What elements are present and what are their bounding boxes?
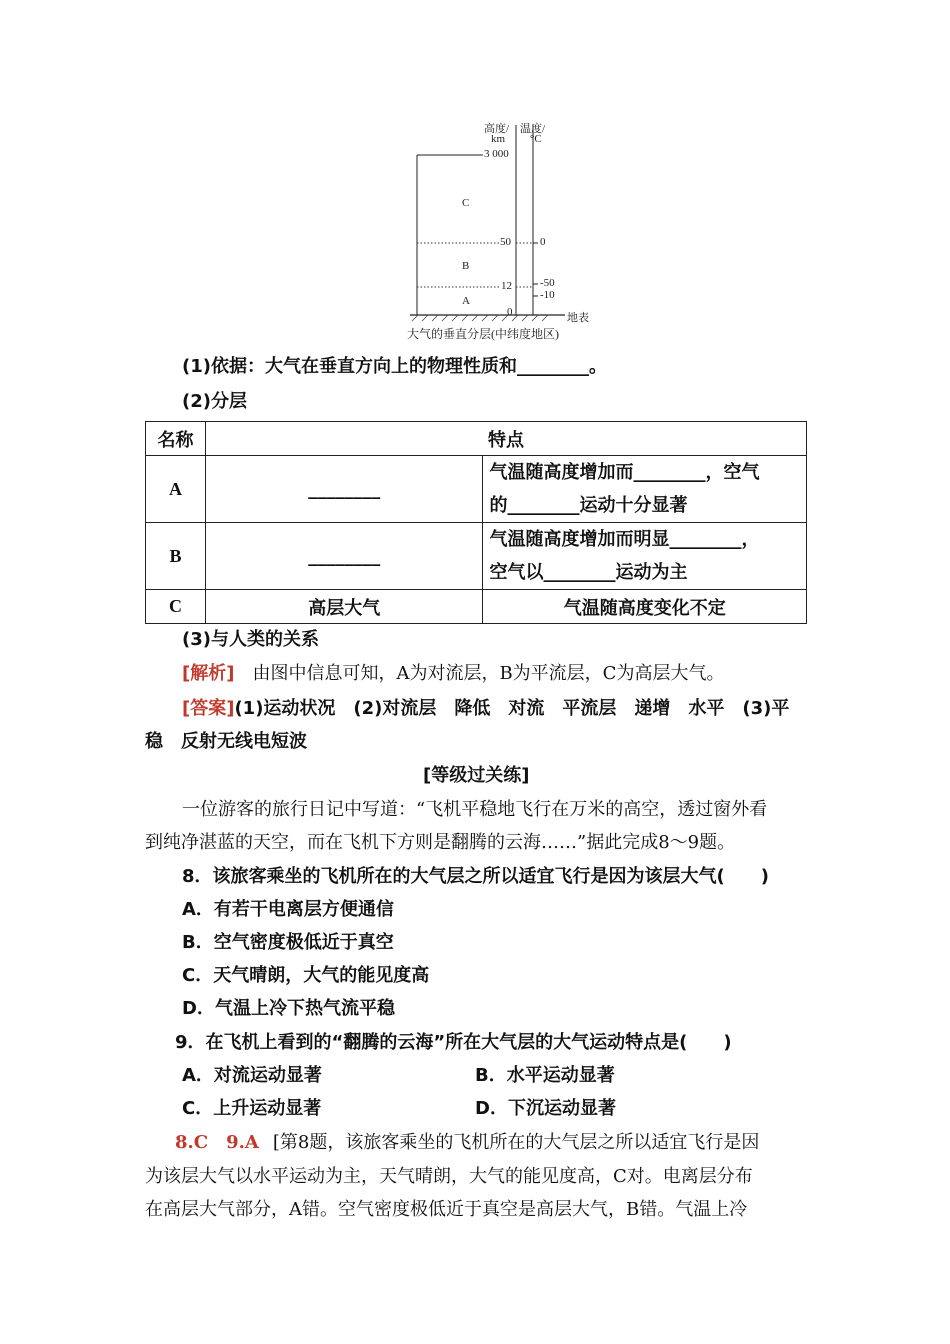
height-tick-3000: 3 000 — [484, 148, 509, 160]
figure-caption: 大气的垂直分层(中纬度地区) — [407, 327, 559, 341]
table-header-name: 名称 — [146, 422, 206, 456]
table-row — [146, 523, 807, 590]
question-3: (3)与人类的关系 — [182, 629, 319, 650]
solution-answers: 8.C 9.A — [175, 1132, 259, 1153]
row-feature — [483, 523, 807, 590]
intro-line-1: 一位游客的旅行日记中写道：“飞机平稳地飞行在万米的高空，透过窗外看 — [182, 799, 768, 820]
answer-line-1: (1)运动状况 (2)对流层 降低 对流 平流层 递增 水平 (3)平 — [234, 698, 790, 719]
question-9-stem: 9．在飞机上看到的“翻腾的云海”所在大气层的大气运动特点是( ) — [175, 1032, 732, 1053]
question-9-option-d: D．下沉运动显著 — [475, 1098, 616, 1119]
row-feature-line: 的________运动十分显著 — [489, 495, 688, 516]
row-blank: ________ — [205, 523, 483, 590]
answer-line-2: 稳 反射无线电短波 — [145, 731, 307, 752]
question-9-option-b: B．水平运动显著 — [475, 1065, 615, 1086]
row-feature-line: 气温随高度增加而明显________， — [489, 529, 760, 550]
layers-table — [145, 421, 807, 624]
row-name: C — [146, 590, 206, 624]
row-col3: 气温随高度变化不定 — [483, 590, 807, 624]
table-row — [146, 456, 807, 523]
question-1: (1)依据：大气在垂直方向上的物理性质和________。 — [182, 356, 607, 377]
solution-text-1: [第8题，该旅客乘坐的飞机所在的大气层之所以适宜飞行是因 — [272, 1132, 760, 1153]
question-8-stem: 8．该旅客乘坐的飞机所在的大气层之所以适宜飞行是因为该层大气( ) — [182, 866, 769, 887]
height-tick-12: 12 — [501, 280, 512, 292]
solution-line-3: 在高层大气部分，A错。空气密度极低近于真空是高层大气，B错。气温上冷 — [145, 1199, 748, 1220]
question-8-option-d: D．气温上冷下热气流平稳 — [182, 998, 395, 1019]
row-feature-line: 气温随高度增加而________，空气 — [489, 462, 760, 483]
row-col2: 高层大气 — [205, 590, 483, 624]
row-feature-line: 空气以________运动为主 — [489, 562, 688, 583]
solution-line-2: 为该层大气以水平运动为主，天气晴朗，大气的能见度高，C对。电离层分布 — [145, 1166, 753, 1187]
temp-tick-minus10: -10 — [540, 289, 555, 301]
layer-label-b: B — [462, 260, 470, 272]
question-9-option-c: C．上升运动显著 — [182, 1098, 322, 1119]
temp-tick-minus50: -50 — [540, 277, 555, 289]
section-title: [等级过关练] — [423, 765, 530, 786]
temp-tick-0: 0 — [540, 236, 546, 248]
table-header-feature: 特点 — [205, 422, 806, 456]
table-row — [146, 590, 807, 624]
analysis-text: 由图中信息可知，A为对流层，B为平流层，C为高层大气。 — [234, 663, 725, 684]
question-2: (2)分层 — [182, 391, 247, 412]
layer-label-c: C — [462, 197, 470, 209]
question-8-option-a: A．有若干电离层方便通信 — [182, 899, 394, 920]
analysis — [182, 662, 724, 686]
intro-line-2: 到纯净湛蓝的天空，而在飞机下方则是翻腾的云海……”据此完成8～9题。 — [145, 832, 736, 853]
answer — [182, 697, 789, 721]
solution-line-1 — [175, 1131, 759, 1155]
surface-label: 地表 — [567, 312, 589, 324]
row-feature — [483, 456, 807, 523]
temp-axis-unit: °C — [530, 133, 542, 145]
row-blank: ________ — [205, 456, 483, 523]
question-8-option-c: C．天气晴朗，大气的能见度高 — [182, 965, 430, 986]
answer-tag: [答案] — [182, 698, 235, 719]
height-axis-label: 高度/ — [484, 123, 510, 135]
question-8-option-b: B．空气密度极低近于真空 — [182, 932, 394, 953]
analysis-tag: [解析] — [182, 663, 235, 684]
row-name: A — [146, 456, 206, 523]
height-tick-50: 50 — [500, 236, 511, 248]
question-9-option-a: A．对流运动显著 — [182, 1065, 322, 1086]
height-axis-unit: km — [491, 133, 506, 145]
row-name: B — [146, 523, 206, 590]
layer-label-a: A — [462, 295, 470, 307]
temp-axis-label: 温度/ — [520, 123, 546, 135]
height-tick-0: 0 — [507, 306, 513, 318]
